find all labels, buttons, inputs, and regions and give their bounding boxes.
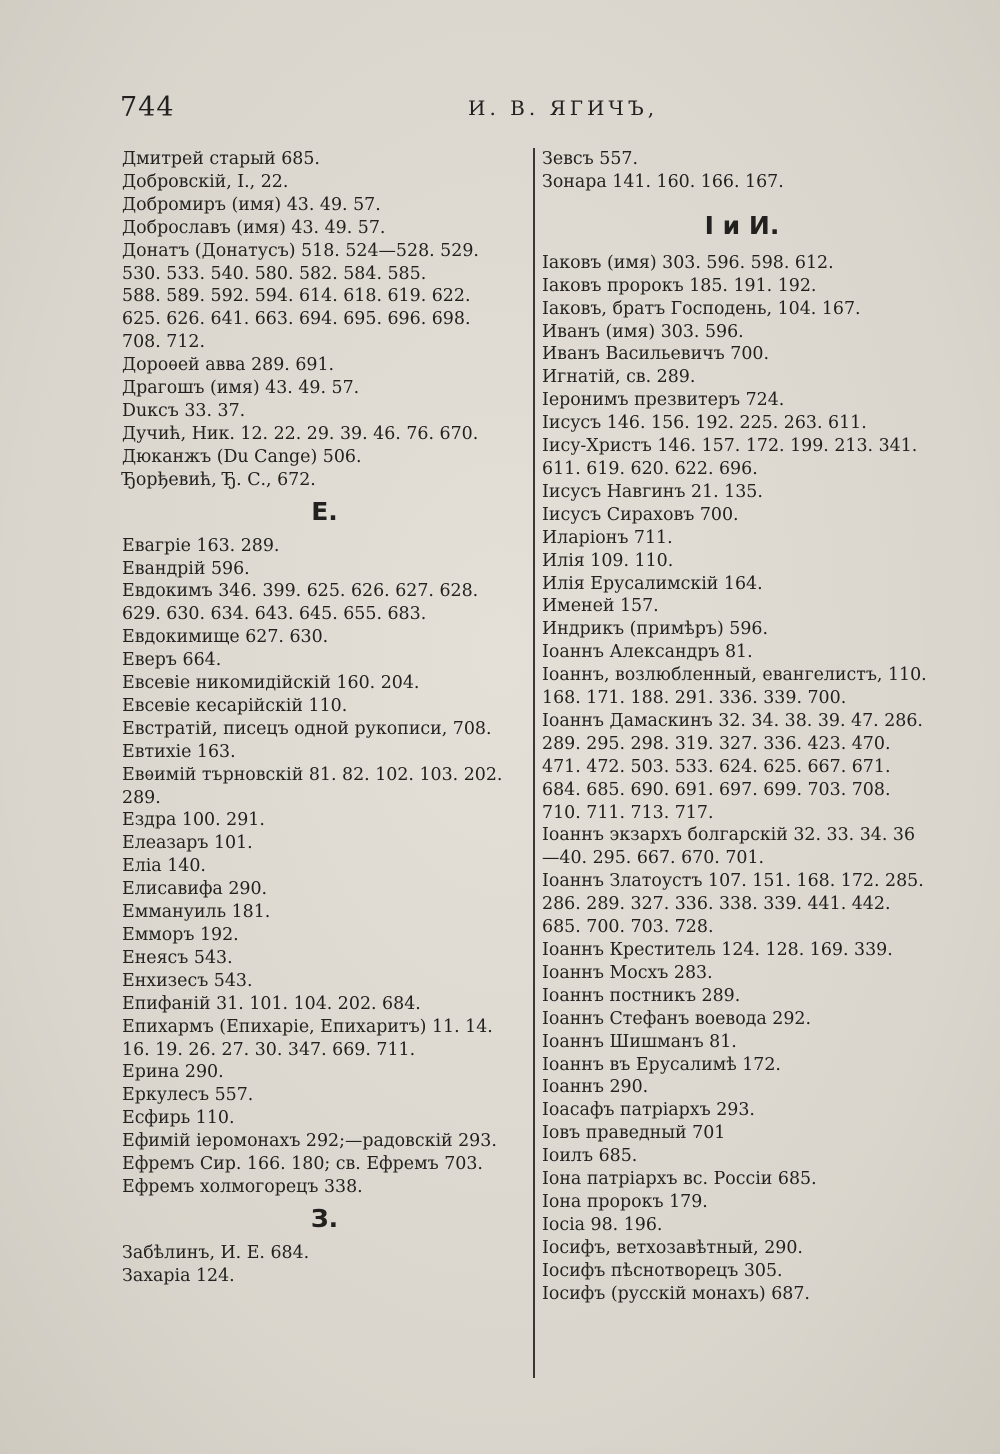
index-entry-line: Ђорђевић, Ђ. С., 672. <box>122 469 316 490</box>
index-entry <box>122 377 527 400</box>
index-entry-line: Евсевіе кесарійскій 110. <box>122 695 348 716</box>
index-entry-line: Елеазаръ 101. <box>122 833 253 854</box>
index-entry-line: 168. 171. 188. 291. 336. 339. 700. <box>542 688 847 709</box>
index-entry <box>542 1214 942 1237</box>
index-entry-line: Іосифъ пѣснотворецъ 305. <box>542 1260 783 1281</box>
index-entry <box>122 878 527 901</box>
index-entry <box>122 400 527 423</box>
index-entry-line: Іаковъ, братъ Господень, 104. 167. <box>542 298 861 319</box>
index-entry-line: Добромиръ (имя) 43. 49. 57. <box>122 194 381 215</box>
index-entry-line: Енеясъ 543. <box>122 947 233 968</box>
column-divider <box>533 148 535 1378</box>
index-entry <box>542 595 942 618</box>
index-entry-line: Ефимій іеромонахъ 292;—радовскій 293. <box>122 1131 497 1152</box>
index-entry-line: Дороѳей авва 289. 691. <box>122 355 335 376</box>
index-entry <box>542 1237 942 1260</box>
index-entry-line: Іоаннъ Мосхъ 283. <box>542 962 713 983</box>
index-entry <box>542 1008 942 1031</box>
index-entry-line: Епихармъ (Епихаріе, Епихаритъ) 11. 14. <box>122 1016 493 1037</box>
section-letter-heading: З. <box>310 1203 339 1233</box>
index-entry-line: Іоаннъ Александръ 81. <box>542 642 753 663</box>
index-entry <box>542 148 942 171</box>
index-entry-line: Иларіонъ 711. <box>542 527 673 548</box>
index-entry <box>542 824 942 870</box>
index-entry-line: Илія Ерусалимскій 164. <box>542 573 763 594</box>
index-entry-line: Еркулесъ 557. <box>122 1085 254 1106</box>
index-entry-line: Іоаннъ Дамаскинъ 32. 34. 38. 39. 47. 286. <box>542 710 923 731</box>
index-entry-line: 471. 472. 503. 533. 624. 625. 667. 671. <box>542 756 891 777</box>
index-entry-line: Есфирь 110. <box>122 1108 235 1129</box>
index-entry-line: 530. 533. 540. 580. 582. 584. 585. <box>122 263 427 284</box>
index-entry <box>122 1176 527 1199</box>
index-entry-line: Забѣлинъ, И. Е. 684. <box>122 1242 310 1263</box>
index-entry <box>542 550 942 573</box>
index-entry <box>122 672 527 695</box>
index-entry-line: Іисусъ Сираховъ 700. <box>542 504 739 525</box>
index-entry <box>542 298 942 321</box>
index-entry-line: Іаковъ пророкъ 185. 191. 192. <box>542 275 817 296</box>
index-entry <box>542 412 942 435</box>
index-entry <box>542 321 942 344</box>
index-entry <box>542 618 942 641</box>
index-entry <box>542 527 942 550</box>
index-entry-line: Іосифъ (русскій монахъ) 687. <box>542 1283 810 1304</box>
index-entry <box>122 446 527 469</box>
index-entry-line: 16. 19. 26. 27. 30. 347. 669. 711. <box>122 1039 416 1060</box>
index-entry <box>122 558 527 581</box>
index-entry-line: Евсевіе никомидійскій 160. 204. <box>122 673 420 694</box>
index-entry-line: Ефремъ холмогорецъ 338. <box>122 1176 363 1197</box>
index-entry <box>542 962 942 985</box>
index-entry-line: Іона пророкъ 179. <box>542 1191 708 1212</box>
index-entry <box>542 504 942 527</box>
index-entry <box>542 171 942 194</box>
index-entry-line: Доброславъ (имя) 43. 49. 57. <box>122 217 386 238</box>
index-entry <box>542 939 942 962</box>
index-entry <box>122 855 527 878</box>
index-entry-line: Іеронимъ презвитеръ 724. <box>542 390 785 411</box>
index-entry-line: 289. 295. 298. 319. 327. 336. 423. 470. <box>542 733 891 754</box>
index-entry-line: Евстратій, писецъ одной рукописи, 708. <box>122 718 492 739</box>
index-entry <box>542 252 942 275</box>
index-entry-line: Добровскій, І., 22. <box>122 171 289 192</box>
index-entry-line: Іоилъ 685. <box>542 1146 638 1167</box>
index-entry <box>122 809 527 832</box>
index-entry <box>122 1084 527 1107</box>
index-entry-line: 684. 685. 690. 691. 697. 699. 703. 708. <box>542 779 891 800</box>
index-entry <box>542 641 942 664</box>
index-entry <box>542 1031 942 1054</box>
index-entry-line: Іисусъ 146. 156. 192. 225. 263. 611. <box>542 413 867 434</box>
index-entry <box>542 275 942 298</box>
index-entry <box>542 1099 942 1122</box>
index-entry-line: Іоаннъ экзархъ болгарскій 32. 33. 34. 36 <box>542 825 916 846</box>
index-column-right <box>542 148 942 1306</box>
index-entry-line: Индрикъ (примѣръ) 596. <box>542 619 768 640</box>
index-column-left <box>122 148 527 1288</box>
index-entry <box>542 1191 942 1214</box>
index-entry-line: Игнатій, св. 289. <box>542 367 696 388</box>
index-entry-line: Евандрій 596. <box>122 558 250 579</box>
index-entry-line: Захаріа 124. <box>122 1265 235 1286</box>
section-letter-heading: Е. <box>311 496 338 526</box>
section-letter-heading: І и И. <box>704 210 780 240</box>
index-entry <box>542 1054 942 1077</box>
index-entry-line: —40. 295. 667. 670. 701. <box>542 848 765 869</box>
index-entry <box>542 481 942 504</box>
index-entry <box>122 649 527 672</box>
index-entry <box>122 1153 527 1176</box>
index-entry-line: Евтихіе 163. <box>122 741 236 762</box>
index-entry <box>122 354 527 377</box>
index-entry <box>122 580 527 626</box>
index-entry-line: Илія 109. 110. <box>542 550 674 571</box>
index-entry-line: Іосифъ, ветхозавѣтный, 290. <box>542 1237 803 1258</box>
index-entry-line: 710. 711. 713. 717. <box>542 802 714 823</box>
index-entry <box>122 1265 527 1288</box>
index-entry <box>122 194 527 217</box>
index-entry <box>542 664 942 710</box>
index-entry-line: Зонара 141. 160. 166. 167. <box>542 171 784 192</box>
index-entry-line: Іоаннъ постникъ 289. <box>542 985 741 1006</box>
index-entry <box>122 1242 527 1265</box>
index-entry-line: Іосіа 98. 196. <box>542 1214 663 1235</box>
index-entry-line: Епифаній 31. 101. 104. 202. 684. <box>122 993 421 1014</box>
index-entry-line: 629. 630. 634. 643. 645. 655. 683. <box>122 604 427 625</box>
page-number: 744 <box>120 92 175 123</box>
index-entry <box>122 1130 527 1153</box>
index-entry <box>122 993 527 1016</box>
index-entry-line: Дучић, Ник. 12. 22. 29. 39. 46. 76. 670. <box>122 423 479 444</box>
index-entry-line: Дмитрей старый 685. <box>122 149 320 169</box>
index-entry-line: Іовъ праведный 701 <box>542 1123 726 1144</box>
index-entry-line: Іису-Христъ 146. 157. 172. 199. 213. 341. <box>542 436 918 457</box>
index-entry-line: Іоаннъ Креститель 124. 128. 169. 339. <box>542 940 893 960</box>
index-entry-line: Евѳимій търновскій 81. 82. 102. 103. 202. <box>122 764 503 785</box>
index-entry <box>542 1168 942 1191</box>
index-entry <box>542 1283 942 1306</box>
index-entry-line: 685. 700. 703. 728. <box>542 917 714 938</box>
index-entry <box>542 435 942 481</box>
index-entry-line: 286. 289. 327. 336. 338. 339. 441. 442. <box>542 894 891 915</box>
index-entry <box>542 1260 942 1283</box>
index-entry-line: Евагріе 163. 289. <box>122 535 280 556</box>
index-entry <box>122 1107 527 1130</box>
index-entry <box>122 970 527 993</box>
index-entry <box>122 695 527 718</box>
index-entry-line: 588. 589. 592. 594. 614. 618. 619. 622. <box>122 286 471 307</box>
index-entry-line: Іоаннъ 290. <box>542 1077 649 1098</box>
index-entry-line: Емморъ 192. <box>122 925 239 945</box>
index-entry-line: Іона патріархъ вс. Россіи 685. <box>542 1169 817 1190</box>
index-entry <box>122 626 527 649</box>
index-entry <box>542 870 942 939</box>
page-header <box>0 92 1000 132</box>
index-entry-line: Іоаннъ въ Ерусалимѣ 172. <box>542 1054 781 1075</box>
index-entry-line: Іоаннъ Шишманъ 81. <box>542 1031 737 1052</box>
index-entry-line: 708. 712. <box>122 332 205 353</box>
index-entry <box>542 985 942 1008</box>
index-entry <box>542 389 942 412</box>
index-entry <box>542 343 942 366</box>
index-entry <box>122 947 527 970</box>
index-entry <box>542 1076 942 1099</box>
index-entry-line: Иванъ (имя) 303. 596. <box>542 321 744 342</box>
index-entry-line: Донатъ (Донатусъ) 518. 524—528. 529. <box>122 240 479 261</box>
index-entry-line: 611. 619. 620. 622. 696. <box>542 458 758 479</box>
index-entry-line: Евдокимъ 346. 399. 625. 626. 627. 628. <box>122 581 479 602</box>
index-entry-line: Іаковъ (имя) 303. 596. 598. 612. <box>542 252 834 273</box>
index-entry-line: Иванъ Васильевичъ 700. <box>542 344 769 365</box>
index-entry <box>122 741 527 764</box>
index-entry <box>122 718 527 741</box>
index-entry-line: 625. 626. 641. 663. 694. 695. 696. 698. <box>122 309 471 330</box>
index-entry-line: Іоаннъ, возлюбленный, евангелистъ, 110. <box>542 665 927 686</box>
index-entry <box>122 171 527 194</box>
index-entry-line: Іоаннъ Стефанъ воевода 292. <box>542 1008 812 1029</box>
index-entry <box>122 924 527 947</box>
index-entry-line: Ерина 290. <box>122 1062 224 1083</box>
index-entry-line: Еліа 140. <box>122 856 206 877</box>
index-entry <box>122 240 527 355</box>
index-entry <box>122 1061 527 1084</box>
index-entry-line: Іоаннъ Златоустъ 107. 151. 168. 172. 285. <box>542 871 924 892</box>
index-entry-line: Енхизесъ 543. <box>122 970 253 991</box>
index-entry-line: Ездра 100. 291. <box>122 810 265 831</box>
index-entry-line: Еверъ 664. <box>122 650 222 671</box>
index-entry <box>122 148 527 171</box>
index-entry <box>542 1122 942 1145</box>
index-entry-line: Именей 157. <box>542 596 659 617</box>
index-entry <box>542 710 942 825</box>
index-entry-line: Ефремъ Сир. 166. 180; св. Ефремъ 703. <box>122 1154 483 1175</box>
index-entry-line: Еммануиль 181. <box>122 902 271 923</box>
index-entry <box>122 1016 527 1062</box>
index-entry <box>122 901 527 924</box>
index-entry <box>122 217 527 240</box>
index-entry <box>122 423 527 446</box>
index-entry <box>122 764 527 810</box>
index-entry <box>122 832 527 855</box>
index-entry <box>122 469 527 492</box>
index-entry-line: Іоасафъ патріархъ 293. <box>542 1100 755 1121</box>
index-entry-line: Драгошъ (имя) 43. 49. 57. <box>122 378 360 399</box>
index-entry <box>122 535 527 558</box>
running-head: И. В. ЯГИЧЪ, <box>468 96 659 120</box>
index-entry-line: Елисавифа 290. <box>122 879 268 900</box>
index-entry-line: Дюканжъ (Du Cange) 506. <box>122 446 362 467</box>
index-entry <box>542 573 942 596</box>
index-entry <box>542 366 942 389</box>
index-entry <box>542 1145 942 1168</box>
index-entry-line: Евдокимище 627. 630. <box>122 627 329 648</box>
index-entry-line: 289. <box>122 787 161 808</box>
index-entry-line: Зевсъ 557. <box>542 149 638 169</box>
index-entry-line: Duксъ 33. 37. <box>122 400 246 421</box>
index-entry-line: Іисусъ Навгинъ 21. 135. <box>542 481 763 502</box>
